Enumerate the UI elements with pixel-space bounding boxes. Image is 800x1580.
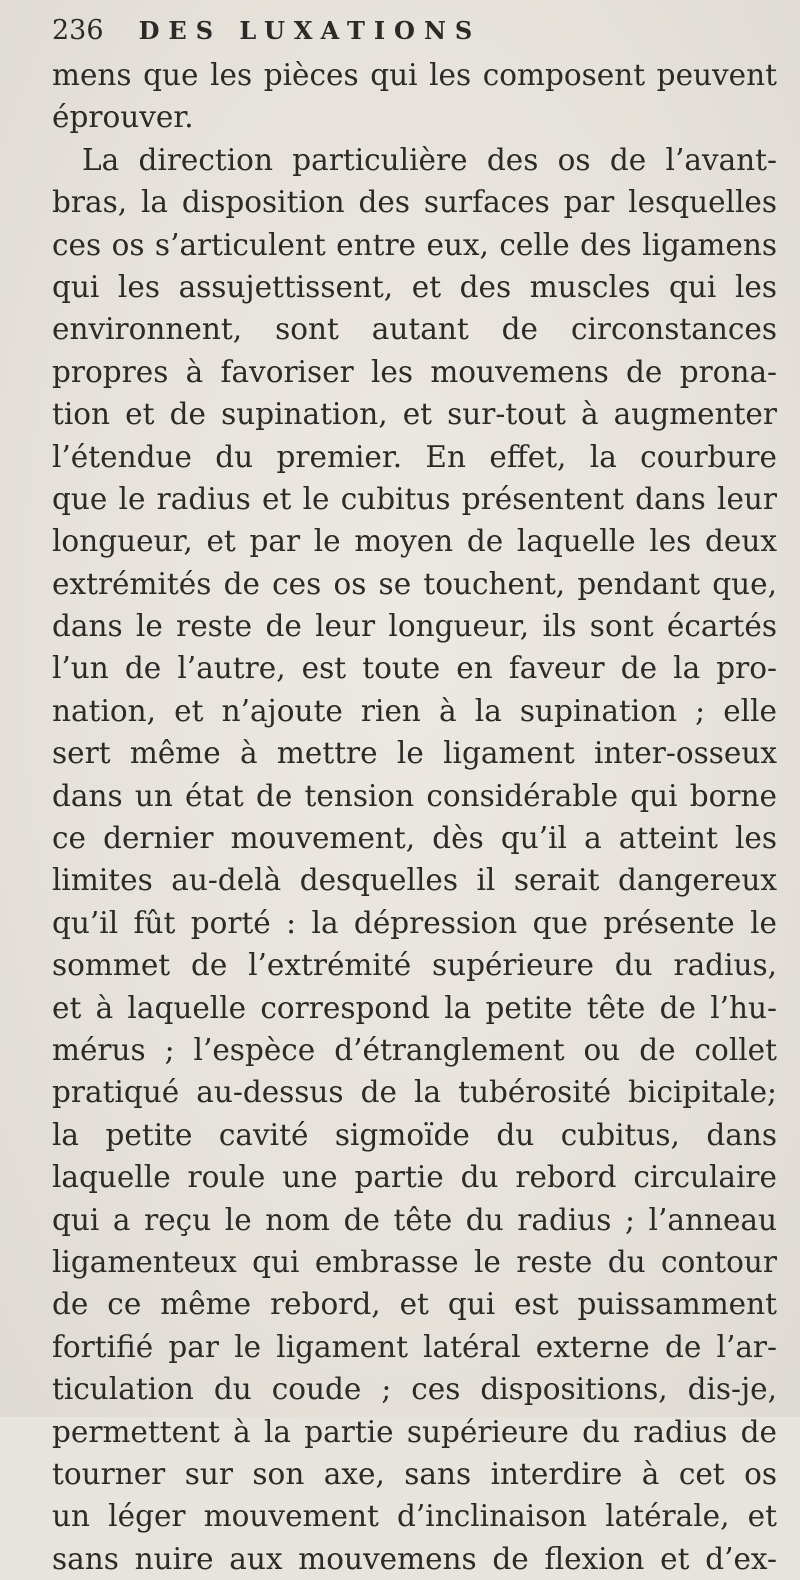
text-line: ticulation du coude ; ces dispositions, dis-je, — [52, 1372, 777, 1407]
text-line: ligamenteux qui embrasse le reste du contour — [52, 1244, 777, 1279]
text-line: ces os s’articulent entre eux, celle des ligamens — [52, 227, 777, 262]
text-line: mérus ; l’espèce d’étranglement ou de collet — [52, 1032, 777, 1067]
text-line: dans un état de tension considérable qui borne — [52, 778, 777, 813]
text-line: nation, et n’ajoute rien à la supination ; elle — [52, 693, 777, 728]
text-line: bras, la disposition des surfaces par lesquelles — [52, 185, 777, 220]
text-line: pratiqué au-dessus de la tubérosité bicipitale; — [52, 1075, 777, 1110]
running-title: DES LUXATIONS — [138, 16, 482, 45]
text-line: et à laquelle correspond la petite tête de l’hu- — [52, 990, 777, 1025]
book-page — [52, 12, 792, 1580]
text-line: sans nuire aux mouvemens de flexion et d’ex- — [52, 1541, 777, 1576]
text-line: qu’il fût porté : la dépression que présente le — [52, 905, 777, 940]
text-line: qui les assujettissent, et des muscles qui les — [52, 269, 777, 304]
text-line: extrémités de ces os se touchent, pendant que, — [52, 566, 777, 601]
text-line: La direction particulière des os de l’avant- — [82, 142, 777, 177]
text-line: laquelle roule une partie du rebord circulaire — [52, 1160, 777, 1195]
text-line: la petite cavité sigmoïde du cubitus, dans — [52, 1117, 777, 1152]
text-line: propres à favoriser les mouvemens de prona- — [52, 354, 777, 389]
text-line: sert même à mettre le ligament inter-osseux — [52, 736, 777, 771]
text-line: tourner sur son axe, sans interdire à cet os — [52, 1456, 777, 1491]
text-line: environnent, sont autant de circonstances — [52, 312, 777, 347]
text-line: longueur, et par le moyen de laquelle les deux — [52, 524, 777, 559]
text-line: fortifié par le ligament latéral externe de l’ar- — [52, 1329, 777, 1364]
text-line: un léger mouvement d’inclinaison latérale, et — [52, 1499, 777, 1534]
body-text — [52, 54, 792, 1580]
text-line: limites au-delà desquelles il serait dangereux — [52, 863, 777, 898]
text-line: ce dernier mouvement, dès qu’il a atteint les — [52, 821, 777, 856]
text-line: de ce même rebord, et qui est puissamment — [52, 1287, 777, 1322]
text-line: l’un de l’autre, est toute en faveur de la pro- — [52, 651, 777, 686]
text-line: qui a reçu le nom de tête du radius ; l’anneau — [52, 1202, 777, 1237]
page-number: 236 — [52, 15, 104, 46]
text-line: mens que les pièces qui les composent peuvent — [52, 58, 777, 92]
text-line: l’étendue du premier. En effet, la courbure — [52, 439, 777, 474]
text-line: tion et de supination, et sur-tout à augmenter — [52, 397, 777, 432]
text-line: permettent à la partie supérieure du radius de — [52, 1414, 777, 1449]
page-header — [52, 12, 792, 54]
text-line: que le radius et le cubitus présentent dans leur — [52, 481, 777, 516]
text-line: dans le reste de leur longueur, ils sont écartés — [52, 609, 777, 644]
text-line: éprouver. — [52, 100, 194, 135]
text-line: sommet de l’extrémité supérieure du radius, — [52, 948, 777, 983]
